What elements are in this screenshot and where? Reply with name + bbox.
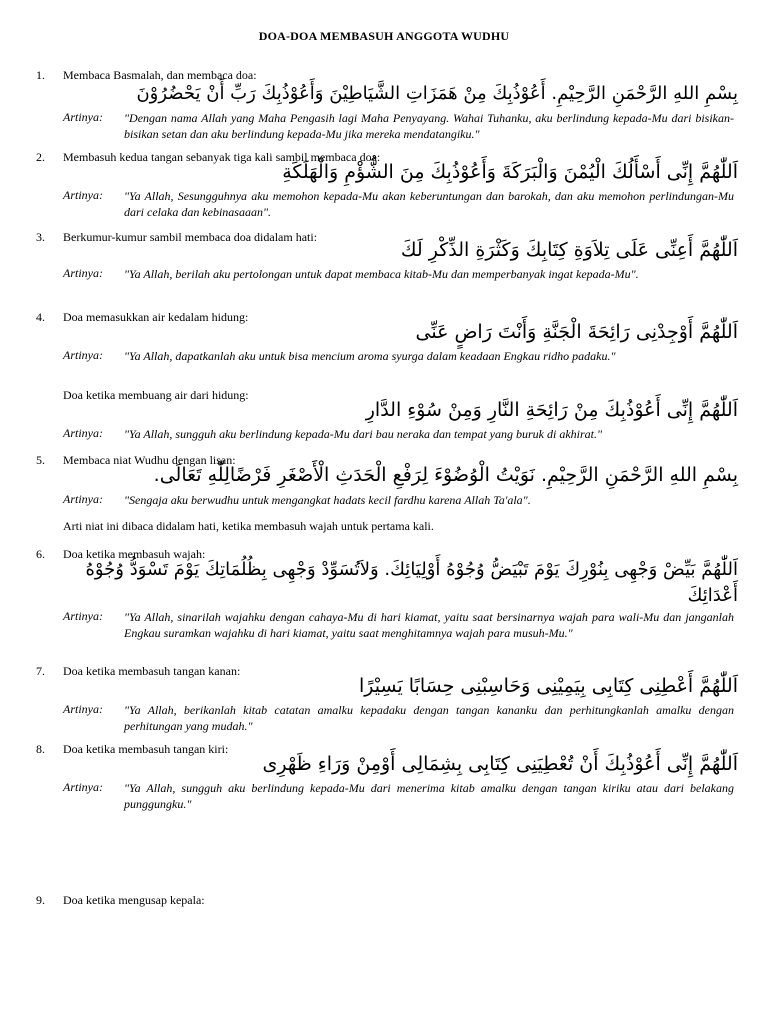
arabic-text: اَللّٰهُمَّ أَعْطِنِى كِتَابِى بِيَمِيْنِى وَحَاسِبْنِى حِسَابًا يَسِيْرًا	[359, 675, 738, 697]
arabic-text: بِسْمِ اللهِ الرَّحْمَنِ الرَّحِيْمِ. أَعُوْذُبِكَ مِنْ هَمَزَاتِ الشَّيَاطِيْنَ وَأَعُوْذُبِكَ رَبِّ أَنْ يَحْضُرُوْنَ	[136, 83, 738, 104]
item-number: 3.	[36, 230, 45, 244]
arabic-text: اَللّٰهُمَّ أَوْجِدْنِى رَائِحَةَ الْجَنَّةِ وَأَنْتَ رَاضٍ عَنِّى	[415, 321, 738, 343]
arabic-text: اَللّٰهُمَّ أَعِنِّى عَلَى تِلاَوَةِ كِتَابِكَ وَكَثْرَةِ الذِّكْرِ لَكَ	[400, 239, 738, 261]
item-number: 2.	[36, 150, 45, 164]
item-number: 8.	[36, 742, 45, 756]
artinya-label: Artinya:	[63, 702, 103, 716]
artinya-label: Artinya:	[63, 609, 103, 623]
artinya-text: "Ya Allah, berilah aku pertolongan untuk dapat membaca kitab-Mu dan memperbanyak ingat kepada-Mu".	[124, 267, 639, 281]
page-title: DOA-DOA MEMBASUH ANGGOTA WUDHU	[258, 29, 510, 43]
item-heading: Doa ketika membasuh tangan kiri:	[63, 742, 229, 756]
arabic-text: اَللّٰهُمَّ إِنِّى أَعُوْذُبِكَ مِنْ رَائِحَةِ النَّارِ وَمِنْ سُوْءِ الدَّارِ	[365, 399, 738, 421]
item-heading: Doa ketika membasuh tangan kanan:	[63, 664, 241, 678]
item-heading: Doa ketika membasuh wajah:	[63, 547, 206, 561]
artinya-text: "Ya Allah, Sesungguhnya aku memohon kepada-Mu akan keberuntungan dan barokah, dan aku memohon perlindungan-Mu dari celaka dan kebinasaaan".	[124, 189, 734, 219]
artinya-text: "Ya Allah, sungguh aku berlindung kepada-Mu dari bau neraka dan tempat yang buruk di akhirat."	[124, 427, 603, 441]
artinya-text: "Ya Allah, dapatkanlah aku untuk bisa mencium aroma syurga dalam keadaan Engkau ridho padaku."	[124, 349, 616, 363]
artinya-label: Artinya:	[63, 426, 103, 440]
arabic-text: اَللّٰهُمَّ إِنِّى أَسْأَلُكَ الْيُمْنَ وَالْبَرَكَةَ وَأَعُوْذُبِكَ مِنَ الشُّؤْمِ وَالْهَلَكَةِ	[282, 161, 738, 183]
artinya-label: Artinya:	[63, 780, 103, 794]
artinya-text: "Dengan nama Allah yang Maha Pengasih lagi Maha Penyayang. Wahai Tuhanku, aku berlindung kepada-Mu dari bisikan-bisikan setan dan aku berlindung kepada-Mu jika mereka mendatangiku."	[124, 111, 734, 141]
item-heading: Membaca niat Wudhu dengan lisan:	[63, 453, 236, 467]
niat-note: Arti niat ini dibaca didalam hati, ketika membasuh wajah untuk pertama kali.	[63, 519, 434, 533]
item-heading: Membaca Basmalah, dan membaca doa:	[63, 68, 257, 82]
arabic-text: اَللّٰهُمَّ إِنِّى أَعُوْذُبِكَ أَنْ تُعْطِيَنِى كِتَابِى بِشِمَالِى أَوْمِنْ وَرَاءِ ظَهْرِى	[262, 753, 738, 775]
artinya-label: Artinya:	[63, 348, 103, 362]
artinya-text: "Sengaja aku berwudhu untuk mengangkat hadats kecil fardhu karena Allah Ta'ala".	[124, 493, 531, 507]
item-heading: Berkumur-kumur sambil membaca doa didalam hati:	[63, 230, 318, 244]
artinya-text: "Ya Allah, sungguh aku berlindung kepada-Mu dari menerima kitab amalku dengan tangan kiriku atau dari belakang punggungku."	[124, 781, 734, 811]
item-heading: Doa ketika mengusap kepala:	[63, 893, 205, 907]
item-heading: Membasuh kedua tangan sebanyak tiga kali sambil membaca doa:	[63, 150, 381, 164]
artinya-text: "Ya Allah, sinarilah wajahku dengan cahaya-Mu di hari kiamat, yaitu saat bersinarnya wajah para wali-Mu dan janganlah Engkau suramkan wajahku di hari kiamat, yaitu saat menghitamnya wajah para musuh-Mu."	[124, 610, 734, 640]
artinya-label: Artinya:	[63, 110, 103, 124]
item-number: 5.	[36, 453, 45, 467]
artinya-label: Artinya:	[63, 266, 103, 280]
artinya-label: Artinya:	[63, 492, 103, 506]
artinya-label: Artinya:	[63, 188, 103, 202]
arabic-text: اَللّٰهُمَّ بَيِّضْ وَجْهِى بِنُوْرِكَ يَوْمَ تَبْيَضُّ وُجُوْهُ أَوْلِيَائِكَ. وَلاَتُسَوِّدْ وَجْهِى بِظُلُمَاتِكَ يَوْمَ تَسْوَدُّ وُجُوْهُ أَعْدَائِكَ	[85, 559, 738, 606]
item-number: 1.	[36, 68, 45, 82]
item-heading: Doa ketika membuang air dari hidung:	[63, 388, 249, 402]
artinya-text: "Ya Allah, berikanlah kitab catatan amalku kepadaku dengan tangan kananku dan perhitungkanlah amalku dengan perhitungan yang mudah."	[124, 703, 734, 733]
item-number: 9.	[36, 893, 45, 907]
item-number: 7.	[36, 664, 45, 678]
item-number: 6.	[36, 547, 45, 561]
item-number: 4.	[36, 310, 45, 324]
item-heading: Doa memasukkan air kedalam hidung:	[63, 310, 249, 324]
arabic-text: بِسْمِ اللهِ الرَّحْمَنِ الرَّحِيْمِ. نَوَيْتُ الْوُضُوْءَ لِرَفْعِ الْحَدَثِ الْأَصْغَرِ فَرْضًالِلّٰهِ تَعَالَى.	[153, 464, 738, 486]
